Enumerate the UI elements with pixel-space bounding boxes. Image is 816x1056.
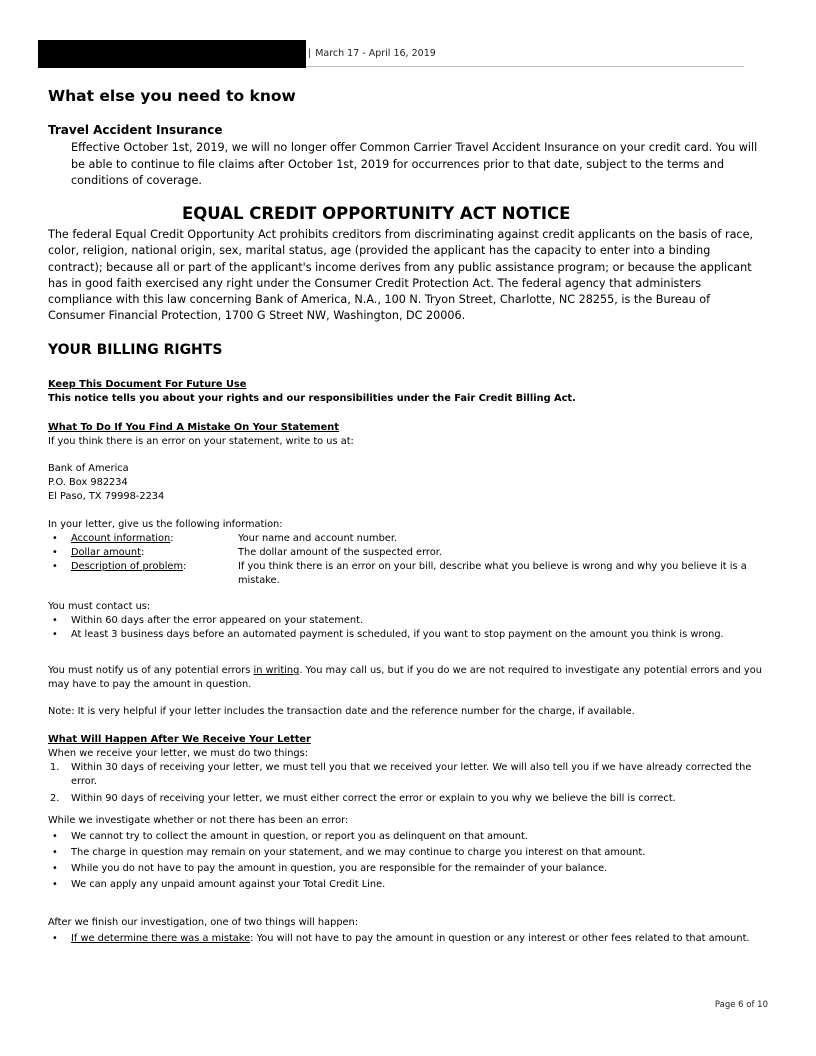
contact-intro: You must contact us: [48,601,151,612]
while-intro: While we investigate whether or not there has been an error: [48,815,349,826]
bullet-icon: • [52,847,58,858]
after-letter-intro: When we receive your letter, we must do two things: [48,748,309,759]
letter-info-item: • Account information: Your name and account number. [48,532,764,546]
finish-item: • If we determine there was a mistake: You will not have to pay the amount in question or any interest or other fees related to that amount. [52,933,750,944]
letter-info-value: Your name and account number. [238,533,398,544]
keep-document-heading: Keep This Document For Future Use [48,379,247,390]
contact-item: • At least 3 business days before an automated payment is scheduled, if you want to stop payment on the amount you think is wrong. [52,629,724,640]
bullet-icon: • [52,547,58,558]
bullet-icon: • [52,831,58,842]
bullet-icon: • [52,629,58,640]
in-writing-text: in writing [253,665,300,676]
letter-info-value: The dollar amount of the suspected error. [238,547,442,558]
letter-info-item: • Dollar amount: The dollar amount of the suspected error. [48,546,764,560]
letter-info-label: Dollar amount [71,547,141,558]
header-rule [306,66,744,67]
after-letter-heading: What Will Happen After We Receive Your Letter [48,734,311,745]
bullet-icon: • [52,933,58,944]
after-letter-section [48,733,764,806]
letter-info-label: Description of problem [71,561,184,572]
while-item: • The charge in question may remain on your statement, and we may continue to charge you interest on that amount. [52,847,646,858]
numbered-item: 1. Within 30 days of receiving your letter, we must tell you that we received your letter. We will also tell you if we have already corrected the error. [50,762,752,787]
ecoa-body: The federal Equal Credit Opportunity Act prohibits creditors from discriminating against credit applicants on the basis of race, color, religion, national origin, sex, marital status, age (provided the applicant has the capacity to enter into a binding contract); because all or part of the applicant's income derives from any public assistance program; or because the applicant has in good faith exercised any right under the Consumer Credit Protection Act. The federal agency that administers compliance with this law concerning Bank of America, N.A., 100 N. Tryon Street, Charlotte, NC 28255, is the Bureau of Consumer Financial Protection, 1700 G Street NW, Washington, DC 20006. [48,228,754,323]
while-investigating-section [48,814,764,892]
contact-item: • Within 60 days after the error appeared on your statement. [52,615,364,626]
finish-intro: After we finish our investigation, one of two things will happen: [48,917,359,928]
address-line: El Paso, TX 79998-2234 [48,491,165,502]
bullet-icon: • [52,879,58,890]
page-number: Page 6 of 10 [714,1000,768,1010]
mistake-section [48,421,764,449]
letter-info-section [48,518,764,588]
mistake-body: If you think there is an error on your statement, write to us at: [48,436,354,447]
keep-document-body: This notice tells you about your rights and our responsibilities under the Fair Credit Billing Act. [48,393,576,404]
contact-section [48,600,764,642]
address-line: P.O. Box 982234 [48,477,128,488]
letter-info-item: • Description of problem: If you think there is an error on your bill, describe what you believe is wrong and why you believe it is a mistake. [48,560,764,588]
travel-insurance-body: Effective October 1st, 2019, we will no longer offer Common Carrier Travel Accident Insurance on your credit card. You will be able to continue to file claims after October 1st, 2019 for occurrences prior to that date, subject to the terms and conditions of coverage. [71,141,758,187]
what-else-heading: What else you need to know [48,87,296,105]
billing-rights-heading: YOUR BILLING RIGHTS [48,342,223,358]
redacted-account-block [38,40,306,68]
after-investigation-section [48,916,764,946]
ecoa-heading: EQUAL CREDIT OPPORTUNITY ACT NOTICE [182,204,571,223]
bullet-icon: • [52,615,58,626]
note-paragraph: Note: It is very helpful if your letter includes the transaction date and the reference number for the charge, if available. [48,706,635,717]
finish-label: If we determine there was a mistake [71,933,251,944]
while-item: • We can apply any unpaid amount against your Total Credit Line. [52,879,386,890]
bullet-icon: • [52,863,58,874]
while-item: • We cannot try to collect the amount in question, or report you as delinquent on that amount. [52,831,528,842]
letter-info-label: Account information [71,533,171,544]
keep-document-section [48,378,764,406]
numbered-item: 2. Within 90 days of receiving your letter, we must either correct the error or explain to you why we believe the bill is correct. [50,793,676,804]
address-line: Bank of America [48,463,129,474]
mailing-address [48,462,764,504]
travel-insurance-heading: Travel Accident Insurance [48,123,223,137]
letter-info-intro: In your letter, give us the following information: [48,519,283,530]
notify-paragraph: You must notify us of any potential errors in writing. You may call us, but if you do we are not required to investigate any potential errors and you may have to pay the amount in question. [48,665,762,690]
while-item: • While you do not have to pay the amount in question, you are responsible for the remainder of your balance. [52,863,608,874]
header-separator: | [308,48,312,59]
bullet-icon: • [52,561,58,572]
mistake-heading: What To Do If You Find A Mistake On Your Statement [48,422,339,433]
bullet-icon: • [52,533,58,544]
letter-info-value: If you think there is an error on your bill, describe what you believe is wrong and why you believe it is a mistake. [238,561,747,586]
statement-period-text: March 17 - April 16, 2019 [315,48,436,59]
statement-period [308,48,436,59]
